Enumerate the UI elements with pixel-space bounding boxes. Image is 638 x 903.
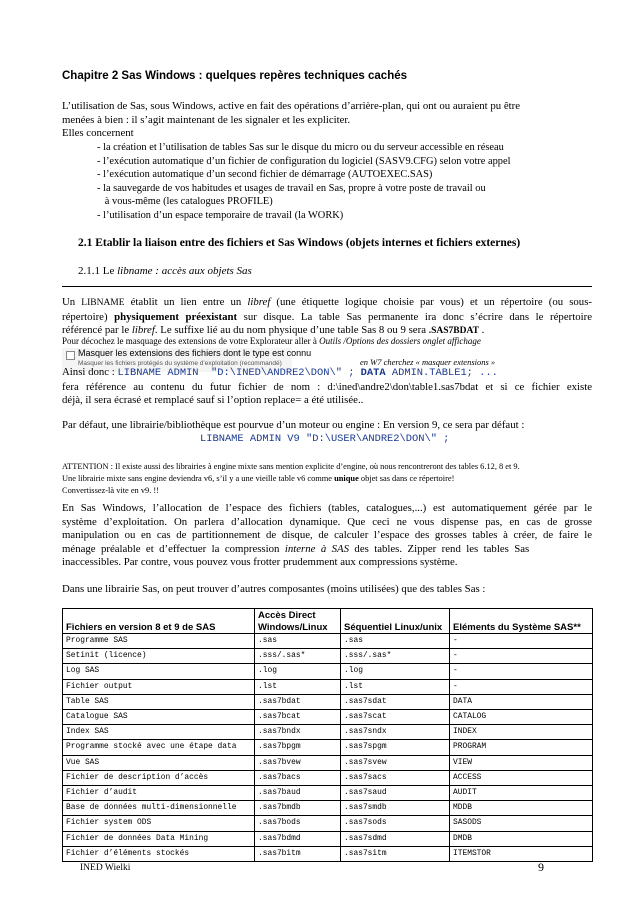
table-row (63, 664, 593, 679)
table-cell: .sas7smdb (341, 801, 450, 816)
table-cell: INDEX (450, 725, 593, 740)
table-cell: .log (255, 664, 341, 679)
list-item: - l’utilisation d’un espace temporaire de travail (la WORK) (97, 209, 344, 221)
table-cell: .sas7bpgm (255, 740, 341, 755)
w7-note: en W7 cherchez « masquer extensions » (360, 357, 496, 367)
section-heading-2-1: 2.1 Etablir la liaison entre des fichiers et Sas Windows (objets internes et fichiers externes) (78, 237, 521, 249)
table-row (63, 786, 593, 801)
table-cell: Fichier system ODS (63, 816, 255, 831)
libname-keyword: LIBNAME (81, 298, 125, 308)
windows-line-1: En Sas Windows, l’allocation de l’espace des fichiers (tables, catalogues,...) est automatiquement gérée par le (62, 502, 592, 514)
section-heading-2-1-1 (78, 265, 252, 277)
table-row (63, 770, 593, 785)
text: Pour décochez le masquage des extensions de votre Explorateur aller à (62, 336, 320, 346)
table-cell: .lst (255, 679, 341, 694)
table-cell: .sas7baud (255, 786, 341, 801)
column-header: Accès Direct Windows/Linux (255, 609, 341, 634)
table-cell: Fichier de données Data Mining (63, 831, 255, 846)
text: répertoire) (62, 310, 115, 323)
page-number: 9 (538, 860, 544, 874)
section-divider (62, 286, 592, 287)
table-row (63, 725, 593, 740)
text: des tables. Zipper rend les tables Sas (349, 542, 530, 555)
table-cell: SASODS (450, 816, 593, 831)
code-keyword: DATA (360, 367, 386, 379)
table-cell: .sas7bndx (255, 725, 341, 740)
table-cell: .sas7bitm (255, 846, 341, 861)
table-cell: Fichier d’éléments stockés (63, 846, 255, 861)
table-cell: - (450, 649, 593, 664)
table-cell: DATA (450, 694, 593, 709)
table-cell: - (450, 634, 593, 649)
extension-term: .SAS7BDAT (428, 326, 479, 336)
footer-author: INED Wielki (80, 863, 131, 873)
concerns-list (97, 141, 511, 223)
table-cell: ITEMSTOR (450, 846, 593, 861)
table-cell: .sas7bvew (255, 755, 341, 770)
checkbox-label-2: Masquer les fichiers protégés du système d’exploitation (recommandé) (78, 360, 282, 367)
table-cell: Index SAS (63, 725, 255, 740)
table-cell: .sas7sdat (341, 694, 450, 709)
table-cell: .sss/.sas* (255, 649, 341, 664)
extensions-note (62, 335, 481, 347)
emphasis: unique (334, 474, 359, 484)
table-cell: Log SAS (63, 664, 255, 679)
table-cell: .sas7sndx (341, 725, 450, 740)
table-cell: ACCESS (450, 770, 593, 785)
list-item: - l’exécution automatique d’un fichier de configuration du logiciel (SASV9.CFG) selon votre appel (97, 155, 511, 167)
windows-line-3: manipulation ou en cas de partitionnement de disque, de calculer l’espace des grosses tables à créer, de faire le (62, 529, 592, 541)
table-cell: .sas7bacs (255, 770, 341, 785)
table-cell: .sas7bmdb (255, 801, 341, 816)
checkbox-label: Masquer les extensions des fichiers dont le type est connu (78, 348, 312, 358)
column-header: Fichiers en version 8 et 9 de SAS (63, 609, 255, 634)
ainsi-line-1 (62, 366, 592, 381)
text: référencé par le (62, 324, 132, 336)
table-row (63, 634, 593, 649)
table-cell: .sas7svew (341, 755, 450, 770)
table-cell: VIEW (450, 755, 593, 770)
text: établit un lien entre un (124, 296, 248, 308)
section-number: 2.1.1 Le (78, 265, 118, 277)
table-row (63, 679, 593, 694)
code-libname: LIBNAME ADMIN "D:\INED\ANDRE2\DON\" ; (117, 367, 361, 379)
table-cell: .sas7bods (255, 816, 341, 831)
text: Ainsi donc : (62, 366, 118, 378)
default-engine-code: LIBNAME ADMIN V9 "D:\USER\ANDRE2\DON\" ; (200, 432, 450, 445)
list-item: - l’exécution automatique d’un second fichier de démarrage (AUTOEXEC.SAS) (97, 169, 433, 181)
table-cell: .sas7scat (341, 710, 450, 725)
table-cell: - (450, 664, 593, 679)
table-row (63, 801, 593, 816)
code-table: ADMIN.TABLE1; ... (385, 367, 498, 379)
table-row (63, 831, 593, 846)
text: sur disque. La table Sas permanente ira donc s’écrire dans le répertoire (237, 310, 592, 323)
table-cell: - (450, 679, 593, 694)
intro-paragraph (62, 100, 592, 141)
table-cell: PROGRAM (450, 740, 593, 755)
table-row (63, 694, 593, 709)
table-cell: Setinit (licence) (63, 649, 255, 664)
table-cell: .sas7saud (341, 786, 450, 801)
attention-line-1: ATTENTION : Il existe aussi des librairies à engine mixte sans mention explicite d’engine, où nous rencontreront des tables 6.12, 8 et 9. (62, 462, 520, 471)
windows-line-2: système d’exploitation. On parlera d’allocation dynamique. Que ceci ne vous dispense pas, en cas de grosse (62, 515, 592, 528)
attention-line-2 (62, 473, 592, 485)
table-cell: Programme SAS (63, 634, 255, 649)
table-row (63, 710, 593, 725)
libref-term: libref (247, 296, 271, 308)
table-header-row (63, 609, 593, 634)
checkbox-icon (66, 351, 75, 360)
attention-note (62, 461, 592, 498)
table-body (63, 634, 593, 862)
attention-line-3: Convertissez-là vite en v9. !! (62, 486, 159, 496)
table-cell: .sas7sitm (341, 846, 450, 861)
libname-line-2 (62, 311, 592, 325)
default-engine-line: Par défaut, une librairie/bibliothèque est pourvue d’un moteur ou engine : En version 9, ce sera par défaut : (62, 419, 525, 431)
table-cell: Catalogue SAS (63, 710, 255, 725)
table-row (63, 816, 593, 831)
table-cell: Programme stocké avec une étape data (63, 740, 255, 755)
text-italic: Outils /Options des dossiers onglet affichage (319, 336, 481, 346)
intro-line-3: Elles concernent (62, 127, 134, 139)
table-cell: .log (341, 664, 450, 679)
column-header: Séquentiel Linux/unix (341, 609, 450, 634)
table-cell: .lst (341, 679, 450, 694)
table-cell: .sas7spgm (341, 740, 450, 755)
chapter-title: Chapitre 2 Sas Windows : quelques repères techniques cachés (62, 70, 408, 82)
table-intro: Dans une librairie Sas, on peut trouver d’autres composantes (moins utilisées) que des tables Sas : (62, 583, 486, 595)
table-cell: Table SAS (63, 694, 255, 709)
extensions-table (62, 608, 593, 862)
table-cell: DMDB (450, 831, 593, 846)
table-cell: Fichier de description d’accès (63, 770, 255, 785)
table-cell: .sss/.sas* (341, 649, 450, 664)
ainsi-line-2: fera référence au contenu du futur fichier de nom : d:\ined\andre2\don\table1.sas7bdat et si ce fichier existe (62, 380, 592, 393)
intro-line-2: menées à bien : il s’agit maintenant de les signaler et les expliciter. (62, 113, 351, 126)
text: ménage préalable et d’effectuer la compression (62, 542, 285, 555)
text: Un (62, 296, 82, 308)
ainsi-line-3: déjà, il sera écrasé et remplacé sauf si l’option replace= a été utilisée.. (62, 394, 364, 406)
emphasis: physiquement préexistant (114, 310, 238, 323)
table-cell: .sas7bcat (255, 710, 341, 725)
table-row (63, 846, 593, 861)
list-item: - la sauvegarde de vos habitudes et usages de travail en Sas, propre à votre poste de travail ou (97, 182, 486, 194)
list-item: à vous-même (les catalogues PROFILE) (97, 196, 273, 208)
table-row (63, 755, 593, 770)
text-italic: interne à SAS (284, 542, 350, 555)
text: (une étiquette logique choisie par vous) et un répertoire (ou sous- (270, 296, 593, 308)
ainsi-paragraph (62, 366, 592, 408)
default-engine-paragraph (62, 419, 592, 446)
table-cell: MDDB (450, 801, 593, 816)
windows-allocation-paragraph (62, 502, 592, 570)
text: . (478, 324, 485, 336)
table-cell: Fichier d’audit (63, 786, 255, 801)
table-cell: Base de données multi-dimensionnelle (63, 801, 255, 816)
table-row (63, 649, 593, 664)
table-cell: .sas7sacs (341, 770, 450, 785)
windows-line-4 (62, 543, 592, 557)
text: objet sas dans ce répertoire! (358, 474, 455, 484)
table-cell: .sas (255, 634, 341, 649)
list-item: - la création et l’utilisation de tables Sas sur le disque du micro ou du serveur accessible en réseau (97, 142, 504, 153)
text: . Le suffixe lié au du nom physique d’une table Sas 8 ou 9 sera (154, 324, 429, 336)
table-cell: Fichier output (63, 679, 255, 694)
libname-paragraph (62, 296, 592, 339)
table-cell: .sas7sods (341, 816, 450, 831)
table-cell: .sas (341, 634, 450, 649)
intro-line-1: L’utilisation de Sas, sous Windows, active en fait des opérations d’arrière-plan, qui ont ou auraient pu être (62, 100, 521, 112)
table-cell: Vue SAS (63, 755, 255, 770)
table-cell: .sas7sdmd (341, 831, 450, 846)
section-title-italic: libname : accès aux objets Sas (117, 265, 252, 277)
table-row (63, 740, 593, 755)
table-cell: .sas7bdat (255, 694, 341, 709)
windows-line-5: inaccessibles. Par contre, vous pouvez vous frotter prudemment aux compressions système. (62, 556, 458, 568)
libref-term: libref (131, 324, 155, 336)
column-header: Eléments du Système SAS** (450, 609, 593, 634)
table-cell: AUDIT (450, 786, 593, 801)
libname-line-1 (62, 296, 592, 311)
table-cell: CATALOG (450, 710, 593, 725)
text: Une librairie mixte sans engine deviendra v6, s’il y a une vieille table v6 comme (62, 474, 335, 484)
table-cell: .sas7bdmd (255, 831, 341, 846)
